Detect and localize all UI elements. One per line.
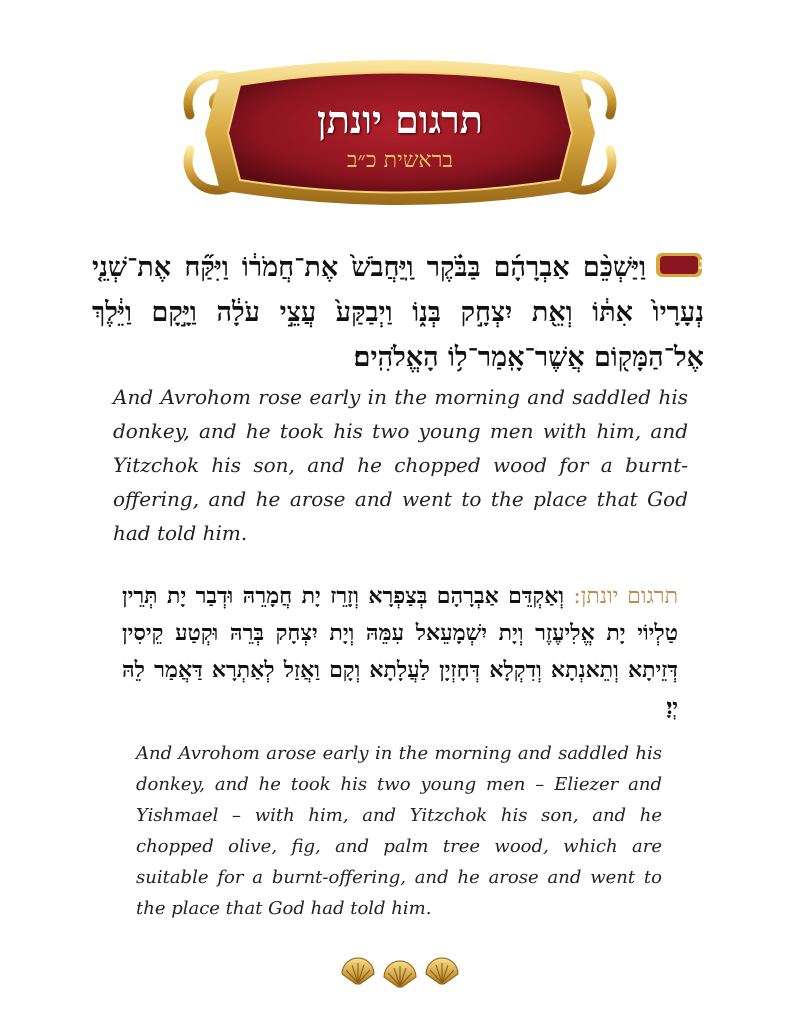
scallop-shell-icon <box>426 958 458 984</box>
hebrew-verse-text: וַיַּשְׁכֵּ֨ם אַבְרָהָ֜ם בַּבֹּ֗קֶר וַֽיַּחֲבֹשׁ֙ אֶת־חֲמֹר֔וֹ וַיִּקַּ֞ח אֶת־שְׁנֵ֤י נְעָרָיו֙ אִתּ֔וֹ וְאֵ֖ת יִצְחָ֣ק בְּנ֑וֹ וַיְבַקַּע֙ עֲצֵ֣י עֹלָ֔ה וַיָּ֣קָם וַיֵּ֔לֶךְ אֶל־הַמָּק֖וֹם אֲשֶׁר־אָֽמַר־ל֥וֹ הָאֱלֹהִֽים׃ <box>92 252 704 373</box>
scallop-shell-icon <box>342 958 374 984</box>
verse-number: ג <box>698 254 704 273</box>
english-translation: And Avrohom rose early in the morning and saddled his donkey, and he took his two young men with him, and Yitzchok his son, and he chopped wood for a burnt-offering, and he arose and went to the place that God had told him. <box>113 385 688 545</box>
banner-title: תרגום יונתן <box>317 97 483 142</box>
targum-label: תרגום יונתן: <box>573 584 678 609</box>
banner-subtitle: בראשית כ״ב <box>346 148 454 173</box>
scallop-shell-icon <box>384 961 416 987</box>
targum-translation: And Avrohom arose early in the morning and saddled his donkey, and he took his two young men – Eliezer and Yishmael – with him, and Yitzchok his son, and he chopped olive, fig, and palm tree wood, which are suitable for a burnt-offering, and he arose and went to the place that God had told him. <box>136 743 662 919</box>
hebrew-verse <box>92 245 704 380</box>
shell-divider <box>338 952 462 988</box>
verse-number-badge <box>654 249 704 279</box>
title-banner <box>180 55 620 210</box>
targum-paragraph <box>122 578 678 726</box>
targum-text: וְאַקְדֵּם אַבְרָהָם בְּצַפְרָא וְזָרֵז יָת חֲמָרֵהּ וּדְבַר יָת תְּרֵין טַלְיוֹי יָת אֱלִיעֶזֶר וְיָת יִשְׁמָעֵאל עִמֵּהּ וְיָת יִצְחָק בְּרֵהּ וּקְטַע קֵיסִין דְּזֵיתָא וְתֵאנְתָא וְדִקְלָא דְּחָזְיָן לַעֲלָתָא וְקָם וַאֲזַל לְאַתְרָא דַּאֲמַר לֵהּ יְיָ׃ <box>122 583 678 720</box>
